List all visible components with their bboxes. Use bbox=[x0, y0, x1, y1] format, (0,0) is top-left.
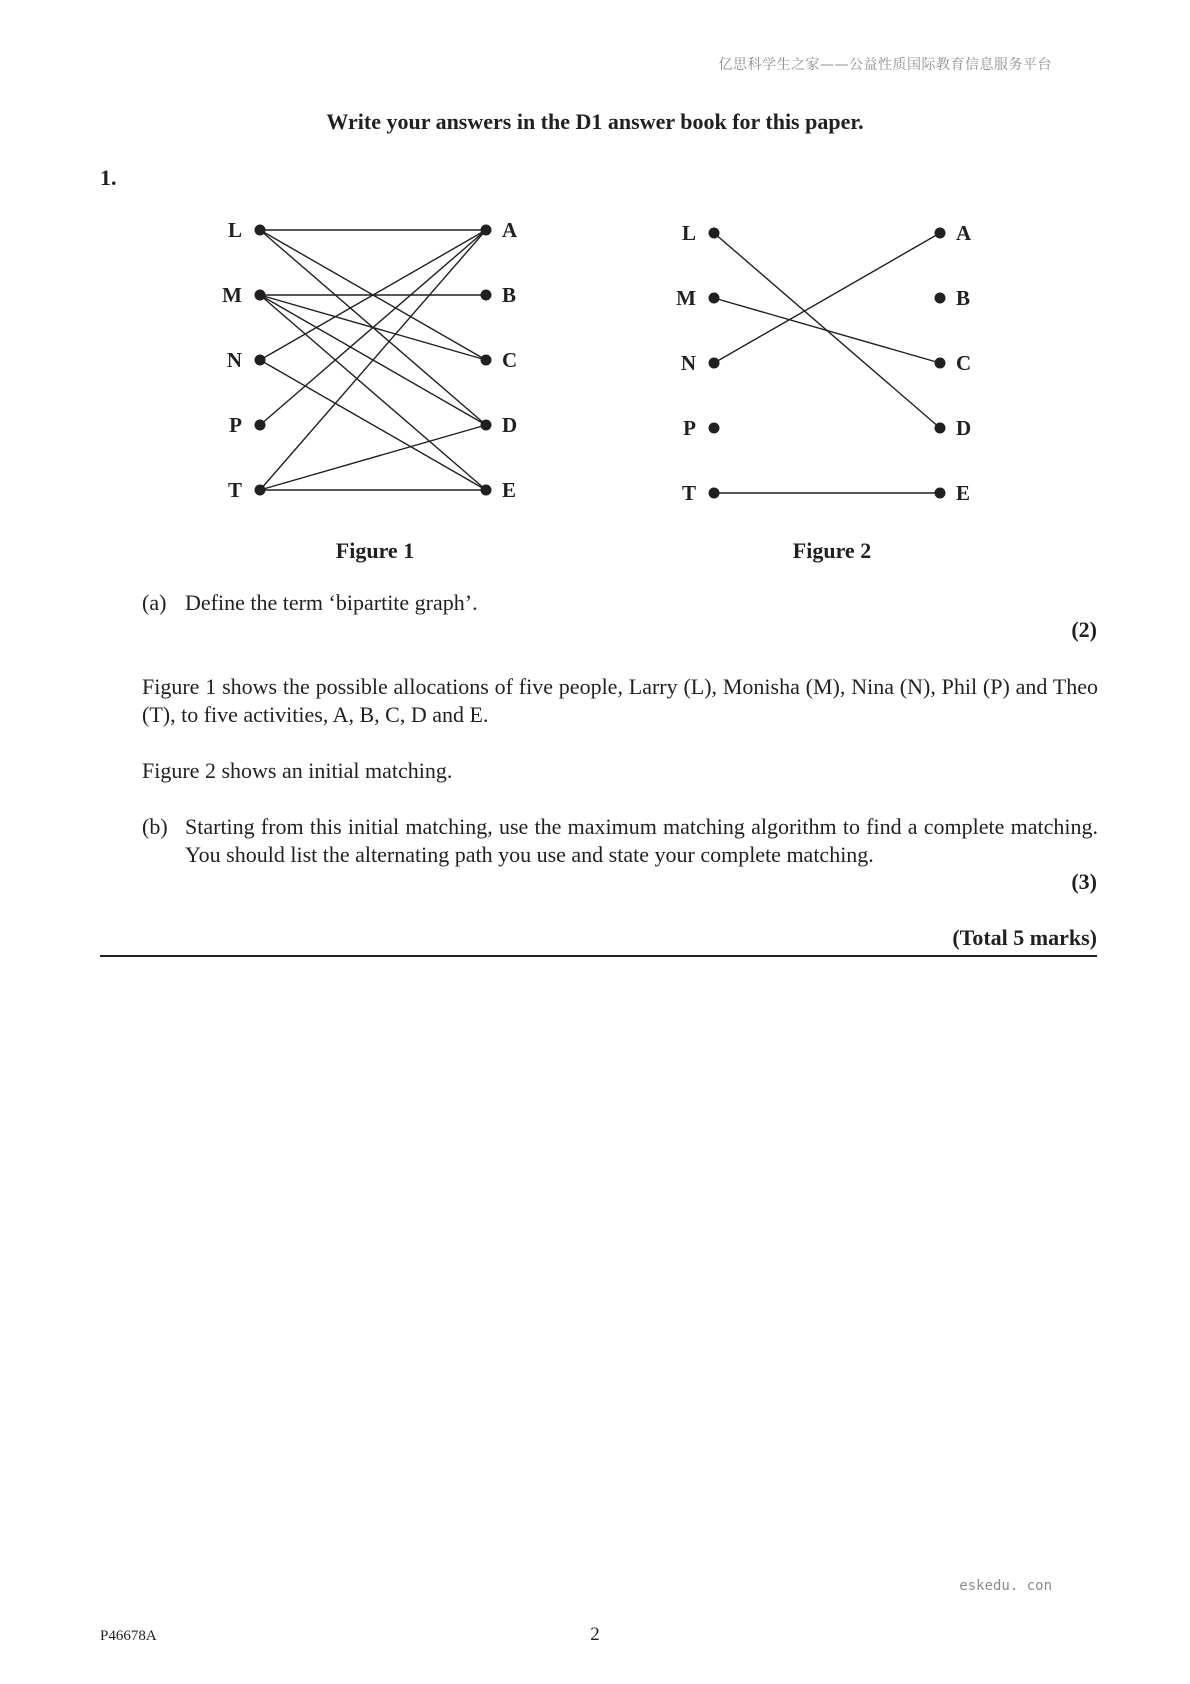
part-b-marks: (3) bbox=[1071, 869, 1097, 894]
fig2-label-T: T bbox=[681, 481, 696, 505]
fig1-label-L: L bbox=[227, 218, 242, 242]
figure-2-graph bbox=[652, 200, 992, 520]
fig1-label-M: M bbox=[222, 283, 242, 307]
part-b-text: Starting from this initial matching, use the maximum matching algorithm to find a complete matching. You should list the alternating path you use and state your complete matching. bbox=[185, 814, 1098, 867]
figure-1-graph bbox=[200, 200, 540, 520]
paragraph-initial-matching: Figure 2 shows an initial matching. bbox=[142, 758, 453, 783]
fig1-node-B bbox=[481, 290, 492, 301]
fig1-label-B: B bbox=[502, 283, 517, 307]
fig1-node-M bbox=[255, 290, 266, 301]
fig1-node-E bbox=[481, 485, 492, 496]
part-a-text: Define the term ‘bipartite graph’. bbox=[185, 590, 478, 615]
fig1-label-E: E bbox=[502, 478, 517, 502]
part-a-label: (a) bbox=[142, 590, 167, 615]
part-a-marks: (2) bbox=[1071, 617, 1097, 642]
fig2-edge-M-C bbox=[714, 298, 940, 363]
paper-code: P46678A bbox=[100, 1628, 157, 1644]
paragraph-allocations: Figure 1 shows the possible allocations of five people, Larry (L), Monisha (M), Nina (N), Phil (P) and Theo (T), to five activities, A, B, C, D and E. bbox=[142, 674, 1098, 727]
fig1-node-L bbox=[255, 225, 266, 236]
fig2-node-P bbox=[709, 423, 720, 434]
fig1-node-T bbox=[255, 485, 266, 496]
fig2-label-D: D bbox=[956, 416, 972, 440]
fig2-label-L: L bbox=[681, 221, 696, 245]
fig2-label-P: P bbox=[683, 416, 696, 440]
question-number: 1. bbox=[100, 165, 117, 190]
fig2-edge-N-A bbox=[714, 233, 940, 363]
fig1-node-D bbox=[481, 420, 492, 431]
fig2-node-L bbox=[709, 228, 720, 239]
fig2-node-C bbox=[935, 358, 946, 369]
fig2-label-C: C bbox=[956, 351, 972, 375]
section-divider bbox=[100, 955, 1097, 957]
fig1-label-C: C bbox=[502, 348, 518, 372]
fig2-node-T bbox=[709, 488, 720, 499]
fig1-node-P bbox=[255, 420, 266, 431]
figure-1-caption: Figure 1 bbox=[335, 538, 415, 563]
fig2-node-A bbox=[935, 228, 946, 239]
fig1-node-N bbox=[255, 355, 266, 366]
total-marks: (Total 5 marks) bbox=[952, 925, 1097, 950]
fig2-label-E: E bbox=[956, 481, 971, 505]
fig2-label-M: M bbox=[676, 286, 696, 310]
fig2-label-N: N bbox=[680, 351, 696, 375]
fig1-node-C bbox=[481, 355, 492, 366]
part-b-label: (b) bbox=[142, 814, 168, 839]
page-number: 2 bbox=[590, 1624, 600, 1645]
part-b bbox=[142, 813, 1098, 869]
fig2-node-N bbox=[709, 358, 720, 369]
fig1-label-T: T bbox=[227, 478, 242, 502]
watermark-header: 亿思科学生之家——公益性质国际教育信息服务平台 bbox=[718, 57, 1052, 73]
fig1-label-P: P bbox=[229, 413, 242, 437]
instruction-heading: Write your answers in the D1 answer book for this paper. bbox=[326, 109, 864, 134]
fig2-label-A: A bbox=[956, 221, 972, 245]
part-a bbox=[142, 589, 1098, 617]
watermark-footer: eskedu. con bbox=[959, 1578, 1052, 1594]
fig1-label-N: N bbox=[226, 348, 242, 372]
fig1-edge-T-D bbox=[260, 425, 486, 490]
fig1-label-D: D bbox=[502, 413, 518, 437]
fig2-node-D bbox=[935, 423, 946, 434]
fig2-label-B: B bbox=[956, 286, 971, 310]
fig2-node-B bbox=[935, 293, 946, 304]
fig1-label-A: A bbox=[502, 218, 518, 242]
fig1-node-A bbox=[481, 225, 492, 236]
fig1-edge-N-E bbox=[260, 360, 486, 490]
fig1-edge-M-E bbox=[260, 295, 486, 490]
fig2-node-M bbox=[709, 293, 720, 304]
fig2-node-E bbox=[935, 488, 946, 499]
figure-2-caption: Figure 2 bbox=[792, 538, 872, 563]
fig1-edge-T-A bbox=[260, 230, 486, 490]
